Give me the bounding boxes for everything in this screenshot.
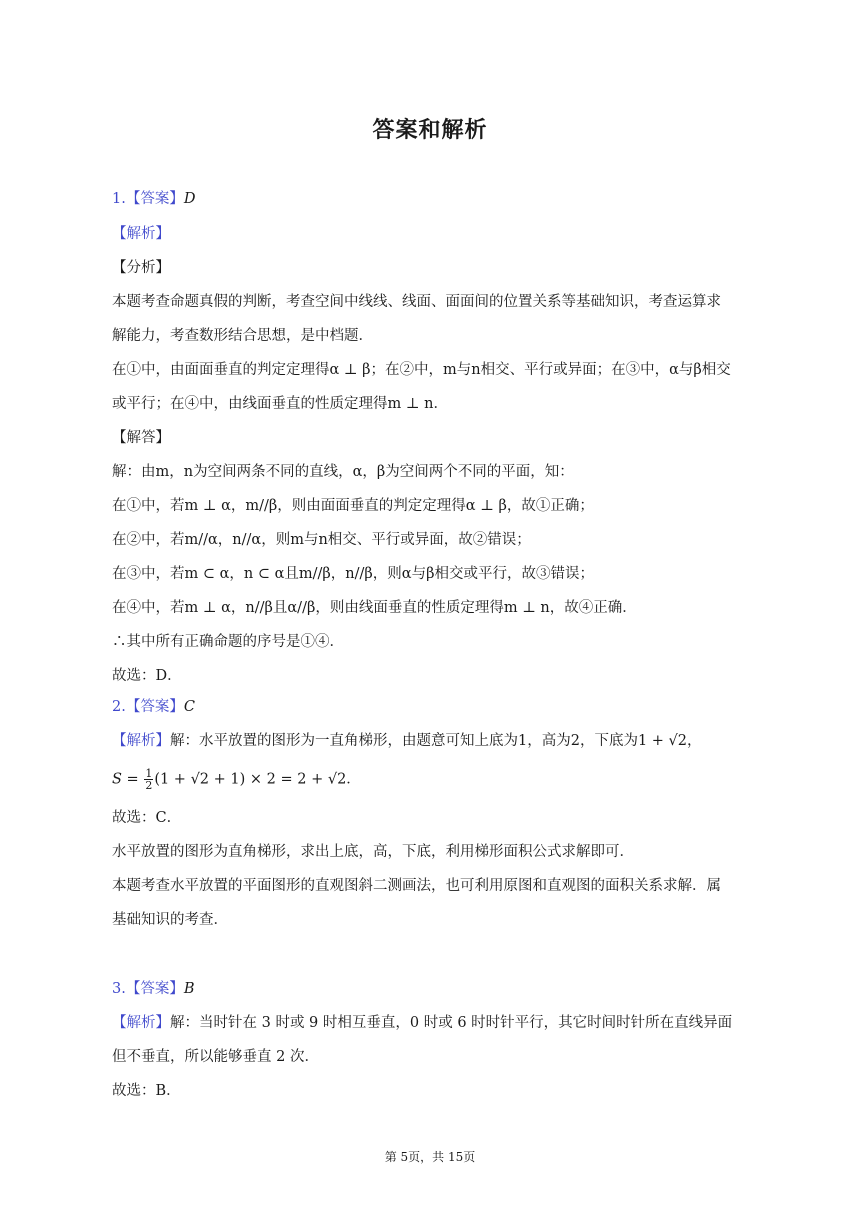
q2-analysis-line [112, 731, 702, 751]
q2-analysis-text: 解：水平放置的图形为一直角梯形，由题意可知上底为1，高为2，下底为1 + √2， [170, 733, 702, 749]
q2-note: 基础知识的考查． [112, 912, 228, 928]
q1-answer-line [112, 189, 195, 209]
q2-number: 2. [112, 699, 126, 715]
q1-fenxi-text: 在①中，由面面垂直的判定定理得α ⊥ β；在②中，m与n相交、平行或异面；在③中，α与β相交 [112, 362, 731, 378]
q2-choose: 故选：C． [112, 810, 182, 826]
q2-formula-rhs: (1 + √2 + 1) × 2 = 2 + √2． [154, 771, 361, 788]
q1-jieda-line: 在③中，若m ⊂ α，n ⊂ α且m//β，n//β，则α与β相交或平行，故③错误； [112, 566, 594, 582]
q3-answer-line [112, 979, 195, 999]
q1-answer: D [183, 191, 196, 207]
q1-jieda-line: 在①中，若m ⊥ α，m//β，则由面面垂直的判定定理得α ⊥ β，故①正确； [112, 498, 594, 514]
q1-number: 1. [112, 191, 126, 207]
q1-jieda-line: 在④中，若m ⊥ α，n//β且α//β，则由线面垂直的性质定理得m ⊥ n，故④正确． [112, 600, 637, 616]
q1-analysis-tag: 【解析】 [112, 226, 170, 242]
q1-fenxi-tag: 【分析】 [112, 260, 170, 276]
q1-answer-tag: 【答案】 [125, 191, 184, 207]
page-title: 答案和解析 [372, 118, 488, 143]
fraction-numerator: 1 [145, 767, 153, 780]
q1-jieda-tag: 【解答】 [112, 430, 170, 446]
q1-jieda-line: ∴其中所有正确命题的序号是①④． [112, 634, 344, 650]
q2-analysis-tag: 【解析】 [112, 733, 170, 749]
q1-jieda-line: 解：由m，n为空间两条不同的直线，α，β为空间两个不同的平面，知： [112, 464, 574, 480]
page-footer: 第 5页，共 15页 [384, 1150, 476, 1164]
q3-analysis-text: 但不垂直，所以能够垂直 2 次． [112, 1049, 319, 1065]
q1-jieda-line: 故选：D． [112, 668, 182, 684]
q2-note: 水平放置的图形为直角梯形，求出上底，高，下底，利用梯形面积公式求解即可． [112, 844, 634, 860]
q2-formula [112, 768, 361, 791]
fraction-denominator: 2 [145, 779, 153, 792]
q1-fenxi-text: 或平行；在④中，由线面垂直的性质定理得m ⊥ n． [112, 396, 448, 412]
q1-fenxi-text: 本题考查命题真假的判断，考查空间中线线、线面、面面间的位置关系等基础知识，考查运算求 [112, 294, 721, 310]
q3-analysis-tag: 【解析】 [112, 1015, 170, 1031]
q2-answer-tag: 【答案】 [125, 699, 184, 715]
q2-formula-lhs: S = [112, 771, 139, 788]
q3-answer-tag: 【答案】 [125, 981, 184, 997]
q1-fenxi-text: 解能力，考查数形结合思想，是中档题． [112, 328, 373, 344]
fraction [144, 768, 153, 791]
q3-choose: 故选：B． [112, 1083, 181, 1099]
q1-jieda-line: 在②中，若m//α，n//α，则m与n相交、平行或异面，故②错误； [112, 532, 531, 548]
q3-number: 3. [112, 981, 126, 997]
q3-answer: B [183, 981, 195, 997]
q2-answer-line [112, 697, 195, 717]
q2-answer: C [183, 699, 195, 715]
q3-analysis-line [112, 1013, 732, 1033]
q3-analysis-text: 解：当时针在 3 时或 9 时相互垂直，0 时或 6 时时针平行，其它时间时针所在直线异面 [170, 1015, 733, 1031]
q2-note: 本题考查水平放置的平面图形的直观图斜二测画法，也可利用原图和直观图的面积关系求解．属 [112, 878, 721, 894]
